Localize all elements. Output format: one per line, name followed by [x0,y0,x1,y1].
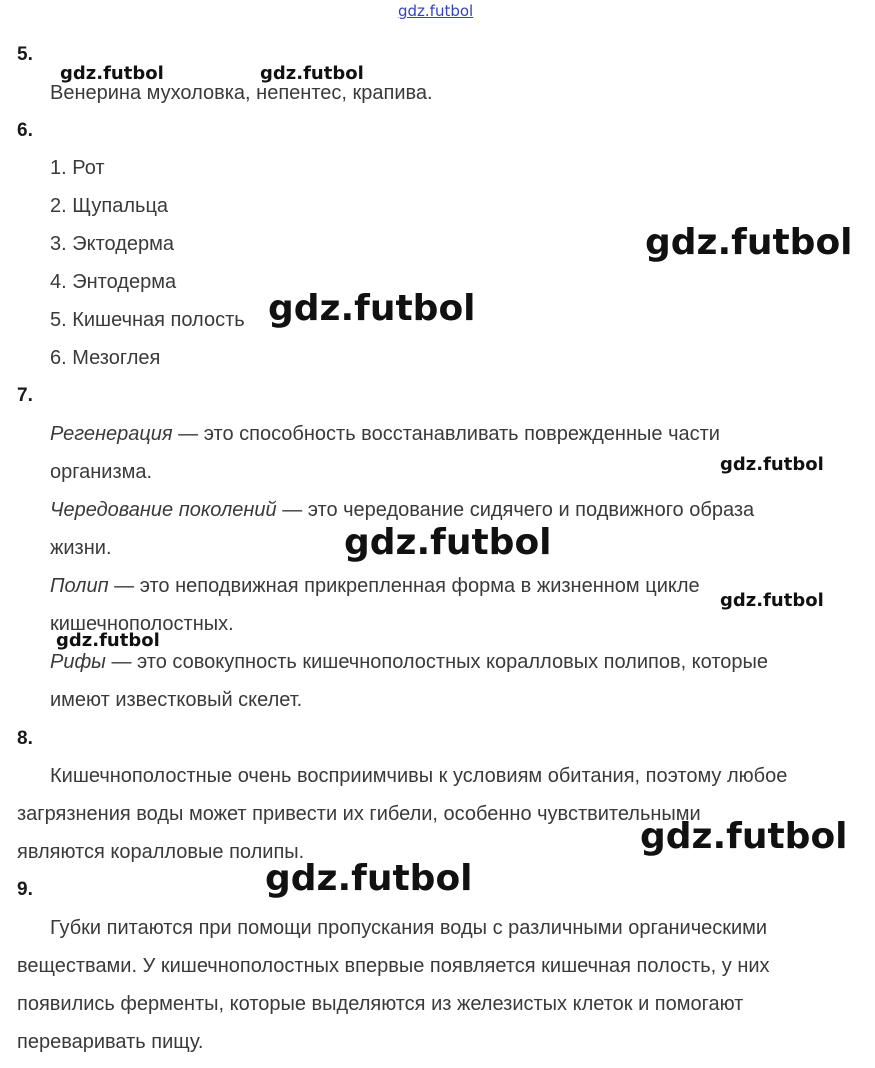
definition-text: кишечнополостных. [50,613,234,635]
definition-term: Чередование поколений [50,499,277,521]
watermark: gdz.futbol [720,590,824,611]
paragraph-line: загрязнения воды может привести их гибели, особенно чувствительными [17,803,701,825]
definition-line [50,651,768,674]
question-6-number: 6. [17,120,33,141]
list-item: 3. Эктодерма [50,233,174,255]
watermark: gdz.futbol [60,63,164,84]
watermark: gdz.futbol [344,522,552,563]
definition-text: — это неподвижная прикрепленная форма в жизненном цикле [108,575,700,597]
paragraph-line: переваривать пищу. [17,1031,204,1053]
watermark: gdz.futbol [268,288,476,329]
watermark: gdz.futbol [56,630,160,651]
list-item: 2. Щупальца [50,195,169,217]
question-9-number: 9. [17,879,33,900]
definition-text: — это способность восстанавливать поврежденные части [172,423,720,445]
header-link[interactable]: gdz.futbol [398,2,474,20]
watermark: gdz.futbol [720,454,824,475]
definition-text: — это чередование сидячего и подвижного образа [276,499,755,521]
list-item: 4. Энтодерма [50,271,177,293]
question-7-number: 7. [17,385,33,406]
definition-text: жизни. [50,537,112,559]
list-item: 6. Мезоглея [50,347,161,369]
question-5-answer: Венерина мухоловка, непентес, крапива. [50,82,433,104]
watermark: gdz.futbol [265,858,473,899]
list-item: 5. Кишечная полость [50,309,245,331]
definition-line [50,499,754,522]
definition-term: Регенерация [50,423,173,445]
question-5-number: 5. [17,44,33,65]
paragraph-line: Кишечнополостные очень восприимчивы к условиям обитания, поэтому любое [50,765,788,787]
definition-line [50,575,700,598]
watermark: gdz.futbol [640,816,848,857]
watermark: gdz.futbol [260,63,364,84]
definition-text: имеют известковый скелет. [50,689,303,711]
paragraph-line: веществами. У кишечнополостных впервые появляется кишечная полость, у них [17,955,770,977]
list-item: 1. Рот [50,157,105,179]
question-8-number: 8. [17,728,33,749]
paragraph-line: появились ферменты, которые выделяются из железистых клеток и помогают [17,993,744,1015]
paragraph-line: Губки питаются при помощи пропускания воды с различными органическими [50,917,768,939]
paragraph-line: являются коралловые полипы. [17,841,305,863]
definition-text: организма. [50,461,153,483]
definition-line [50,423,720,446]
definition-term: Полип [50,575,109,597]
definition-term: Рифы [50,651,106,673]
watermark: gdz.futbol [645,222,853,263]
definition-text: — это совокупность кишечнополостных коралловых полипов, которые [105,651,769,673]
